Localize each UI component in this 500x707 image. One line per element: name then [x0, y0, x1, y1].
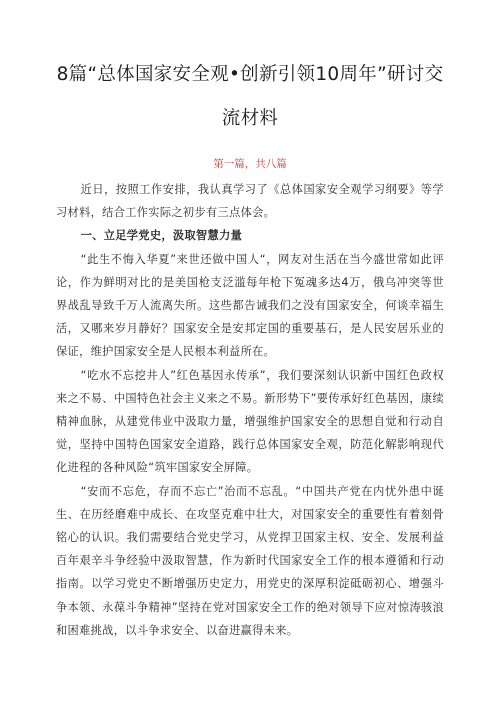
title-line-1: 8篇“总体国家安全观•创新引领10周年”研讨交	[56, 64, 444, 85]
body-paragraph-3: “安而不忘危，存而不忘亡”治而不忘乱。“中国共产党在内忧外患中诞生、在历经磨难中成长、在攻坚克难中壮大，对国家安全的重要性有着刻骨铭心的认识。我们需要结合党史学习，从党捍卫国家主权、安全、发展利益百年艰辛斗争经验中汲取智慧，作为新时代国家安全工作的根本遵循和行动指南。以学习党史不断增强历史定力，用党史的深厚积淀砥砺初心、增强斗争本领、永葆斗争精神”坚持在党对国家安全工作的绝对领导下应对惊涛骇浪和困难挑战，以斗争求安全、以奋进赢得未来。	[56, 484, 444, 637]
document-title	[56, 0, 444, 136]
intro-paragraph: 近日，按照工作安排，我认真学习了《总体国家安全观学习纲要》等学习材料，结合工作实际之初步有三点体会。	[56, 183, 444, 220]
body-paragraph-2: “吃水不忘挖井人”红色基因永传承”，我们要深刻认识新中国红色政权来之不易、中国特色社会主义来之不易。新形势下”要传承好红色基因，康续精神血脉，从建党伟业中汲取力量，增强维护国家安全的思想自觉和行动自觉，坚持中国特色国家安全道路，践行总体国家安全观，防范化解影响现代化进程的各种风险“筑牢国家安全屏障。	[56, 368, 444, 475]
body-paragraph-1: “此生不悔入华夏”来世还做中国人“，网友对生活在当今盛世常如此评论，作为鲜明对比的是美国枪支泛滥每年枪下冤魂多达4万，俄乌冲突等世界战乱导致千万人流离失所。这些都告诫我们之没有国家安全，何谈幸福生活，又哪来岁月静好？国家安全是安邦定国的重要基石，是人民安居乐业的保证，维护国家安全是人民根本利益所在。	[56, 252, 444, 359]
title-line-2: 流材料	[221, 108, 279, 129]
section-heading: 一、立足学党史，汲取智慧力量	[80, 229, 243, 243]
section-label: 第一篇，共八篇	[213, 158, 287, 170]
document-body	[56, 178, 444, 642]
